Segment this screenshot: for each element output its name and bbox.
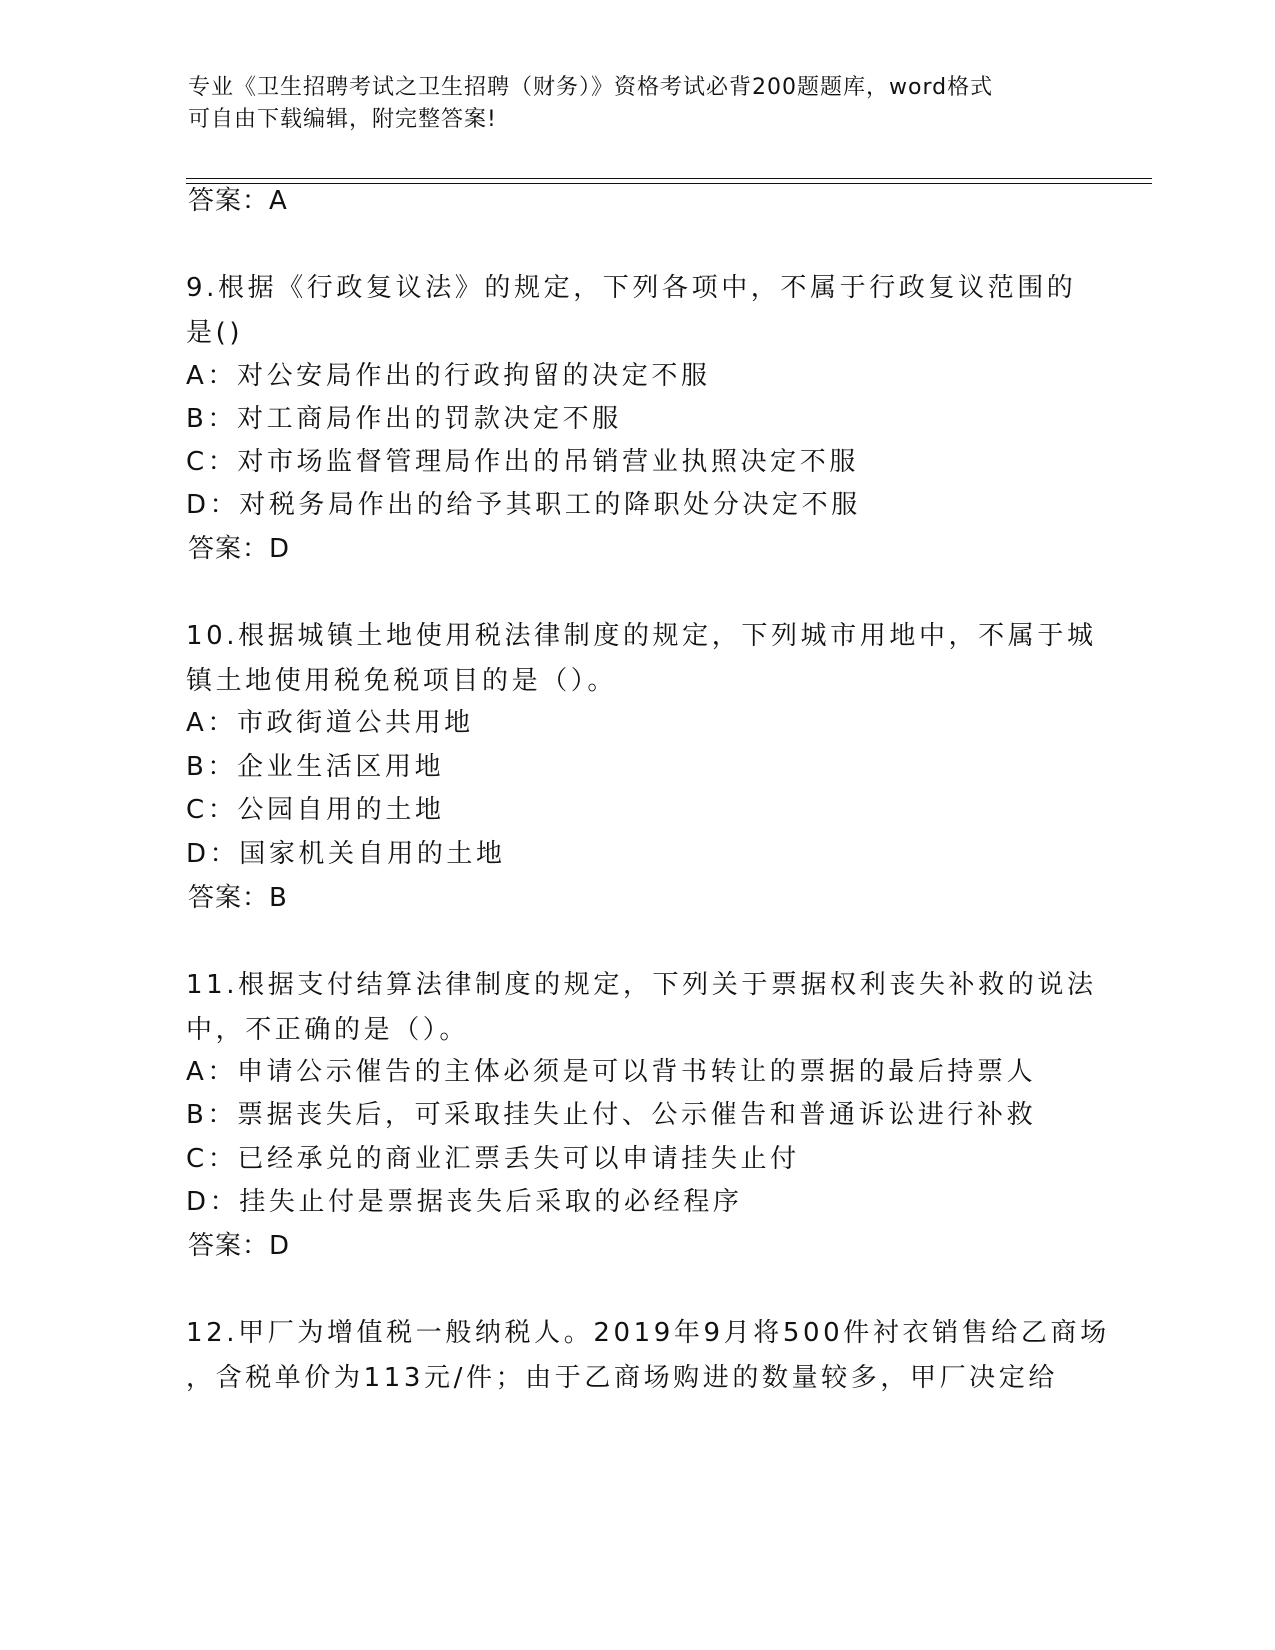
question-line: 是() [186, 318, 244, 348]
answer-label: 答案：B [188, 883, 288, 913]
header-divider [186, 178, 1152, 179]
option-b: B：企业生活区用地 [186, 752, 445, 782]
question-text [186, 266, 1086, 356]
answer-label: 答案：D [188, 1231, 291, 1261]
question-line: 镇土地使用税免税项目的是（）。 [186, 666, 618, 696]
question-line: 中，不正确的是（）。 [186, 1015, 470, 1045]
option-c: C：已经承兑的商业汇票丢失可以申请挂失止付 [186, 1144, 800, 1174]
question-line: 9.根据《行政复议法》的规定，下列各项中，不属于行政复议范围的 [186, 273, 1077, 303]
document-header [188, 72, 1088, 136]
option-d: D：国家机关自用的土地 [186, 839, 506, 869]
option-b: B：票据丧失后，可采取挂失止付、公示催告和普通诉讼进行补救 [186, 1100, 1037, 1130]
question-text [186, 614, 1097, 704]
option-d: D：对税务局作出的给予其职工的降职处分决定不服 [186, 490, 861, 520]
option-a: A：市政街道公共用地 [186, 708, 474, 738]
question-line: 11.根据支付结算法律制度的规定，下列关于票据权利丧失补救的说法 [186, 970, 1097, 1000]
answer-label: 答案：A [188, 186, 288, 216]
question-line: 10.根据城镇土地使用税法律制度的规定，下列城市用地中，不属于城 [186, 621, 1097, 651]
question-text [186, 1311, 1110, 1401]
answer-label: 答案：D [188, 534, 291, 564]
option-c: C：公园自用的土地 [186, 795, 445, 825]
header-line: 专业《卫生招聘考试之卫生招聘（财务）》资格考试必背200题题库，word格式 [188, 75, 994, 100]
option-a: A：对公安局作出的行政拘留的决定不服 [186, 361, 711, 391]
question-line: ，含税单价为113元/件；由于乙商场购进的数量较多，甲厂决定给 [186, 1363, 1058, 1393]
option-d: D：挂失止付是票据丧失后采取的必经程序 [186, 1187, 743, 1217]
question-text [186, 963, 1097, 1053]
header-divider [186, 183, 1152, 184]
option-b: B：对工商局作出的罚款决定不服 [186, 404, 622, 434]
option-a: A：申请公示催告的主体必须是可以背书转让的票据的最后持票人 [186, 1057, 1037, 1087]
header-line: 可自由下载编辑，附完整答案! [188, 107, 497, 132]
option-c: C：对市场监督管理局作出的吊销营业执照决定不服 [186, 447, 859, 477]
question-line: 12.甲厂为增值税一般纳税人。2019年9月将500件衬衣销售给乙商场 [186, 1318, 1110, 1348]
